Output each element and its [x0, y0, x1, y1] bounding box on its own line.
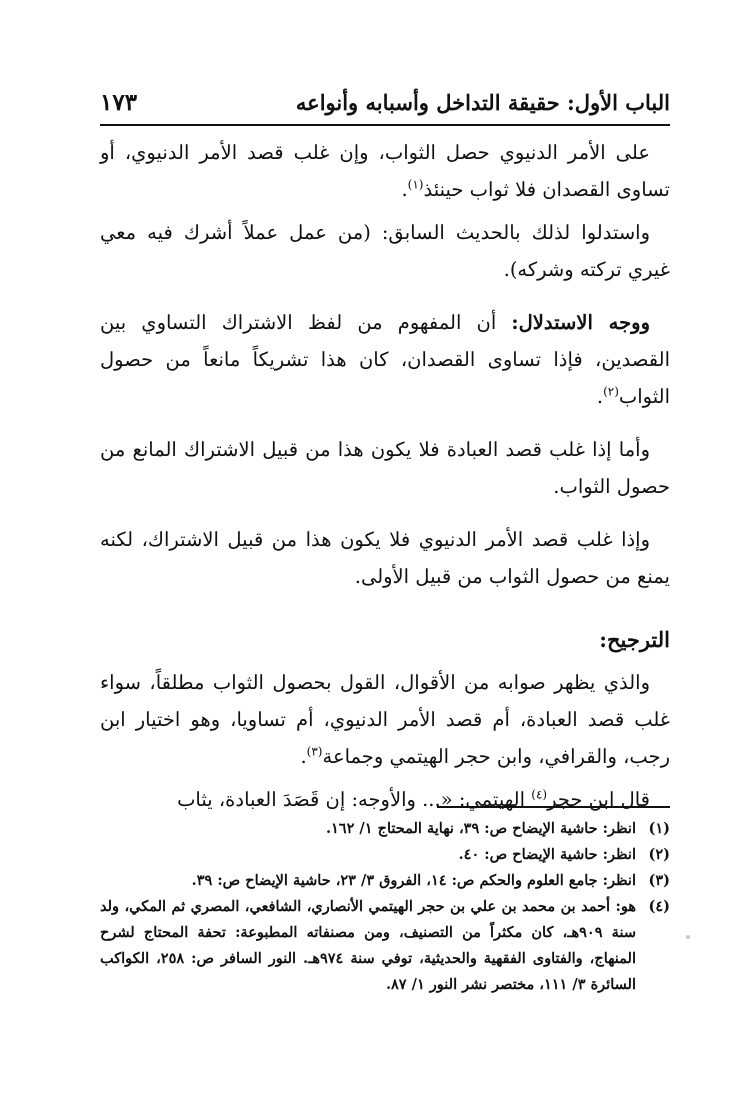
footnote-number: (٤): [648, 898, 670, 915]
main-text: [100, 134, 670, 834]
paragraph-3: [100, 304, 670, 415]
footnote-text: انظر: حاشية الإيضاح ص: ٣٩، نهاية المحتاج ١/ ١٦٢.: [325, 820, 636, 837]
paragraph-5: وإذا غلب قصد الأمر الدنيوي فلا يكون هذا من قبيل الاشتراك، لكنه يمنع من حصول الثواب من قبيل الأولى.: [100, 528, 670, 588]
footnote-ref-1: (١): [407, 177, 424, 192]
paragraph-1-end: .: [401, 178, 408, 201]
footnote-ref-2: (٢): [603, 384, 619, 399]
footnote: [100, 842, 670, 868]
footnote: [100, 816, 670, 842]
paragraph-7: [100, 781, 670, 818]
paragraph-6-end: .: [300, 745, 307, 768]
paragraph-1: [100, 134, 670, 208]
chapter-title: الباب الأول: حقيقة التداخل وأسبابه وأنواعه: [295, 89, 670, 115]
paragraph-1-text: على الأمر الدنيوي حصل الثواب، وإن غلب قصد الأمر الدنيوي، أو تساوى القصدان فلا ثواب حينئذ: [100, 141, 670, 201]
footnote-ref-4: (٤): [531, 787, 548, 802]
paragraph-4: وأما إذا غلب قصد العبادة فلا يكون هذا من قبيل الاشتراك المانع من حصول الثواب.: [100, 438, 670, 498]
paragraph-6-text: والذي يظهر صوابه من الأقوال، القول بحصول الثواب مطلقاً، سواء غلب قصد العبادة، أم قصد الأمر الدنيوي، أم تساويا، وهو اختيار ابن رجب، والقرافي، وابن حجر الهيتمي وجماعة: [100, 671, 670, 768]
paragraph-7-text-b: الهيتمي: «... والأوجه: إن قَصَدَ العبادة، يثاب: [177, 788, 532, 811]
paragraph-2: واستدلوا لذلك بالحديث السابق: (من عمل عملاً أشرك فيه معي غيري تركته وشركه).: [100, 221, 670, 281]
footnote: [100, 894, 670, 998]
footnote-text: هو: أحمد بن محمد بن علي بن حجر الهيتمي الأنصاري، الشافعي، المصري ثم المكي، ولد سنة ٩٠٩هـ، كان مكثراً من التصنيف، ومن مصنفاته المطبوعة: تحفة المحتاج لشرح المنهاج، والفتاوى الفقهية والحديثية، توفي سنة ٩٧٤هـ. النور السافر ص: ٢٥٨، الكواكب السائرة ٣/ ١١١، مختصر نشر النور ١/ ٨٧.: [100, 898, 636, 993]
paragraph-3-end: .: [596, 385, 604, 408]
footnote: [100, 868, 670, 894]
evidence-lead: ووجه الاستدلال:: [511, 311, 650, 334]
footnote-number: (١): [648, 820, 670, 837]
paragraph-3-text: أن المفهوم من لفظ الاشتراك التساوي بين القصدين، فإذا تساوى القصدان، كان هذا تشريكاً مانعاً من حصول الثواب: [100, 311, 670, 408]
paragraph-7-text-a: قال ابن حجر: [547, 788, 650, 811]
page-number: ١٧٣: [100, 88, 138, 116]
footnote-number: (٣): [648, 872, 670, 889]
header-divider: [100, 124, 670, 126]
footnote-ref-3: (٣): [306, 744, 323, 759]
footnote-number: (٢): [648, 846, 670, 863]
footnote-text: انظر: جامع العلوم والحكم ص: ١٤، الفروق ٣/ ٢٣، حاشية الإيضاح ص: ٣٩.: [191, 872, 636, 889]
paragraph-6: [100, 664, 670, 775]
scan-speck: [686, 935, 690, 939]
footnote-text: انظر: حاشية الإيضاح ص: ٤٠.: [458, 846, 636, 863]
section-heading: الترجيح:: [599, 627, 670, 652]
footnotes: [100, 816, 670, 998]
page-header: [100, 82, 670, 122]
footnote-divider: [437, 806, 670, 808]
